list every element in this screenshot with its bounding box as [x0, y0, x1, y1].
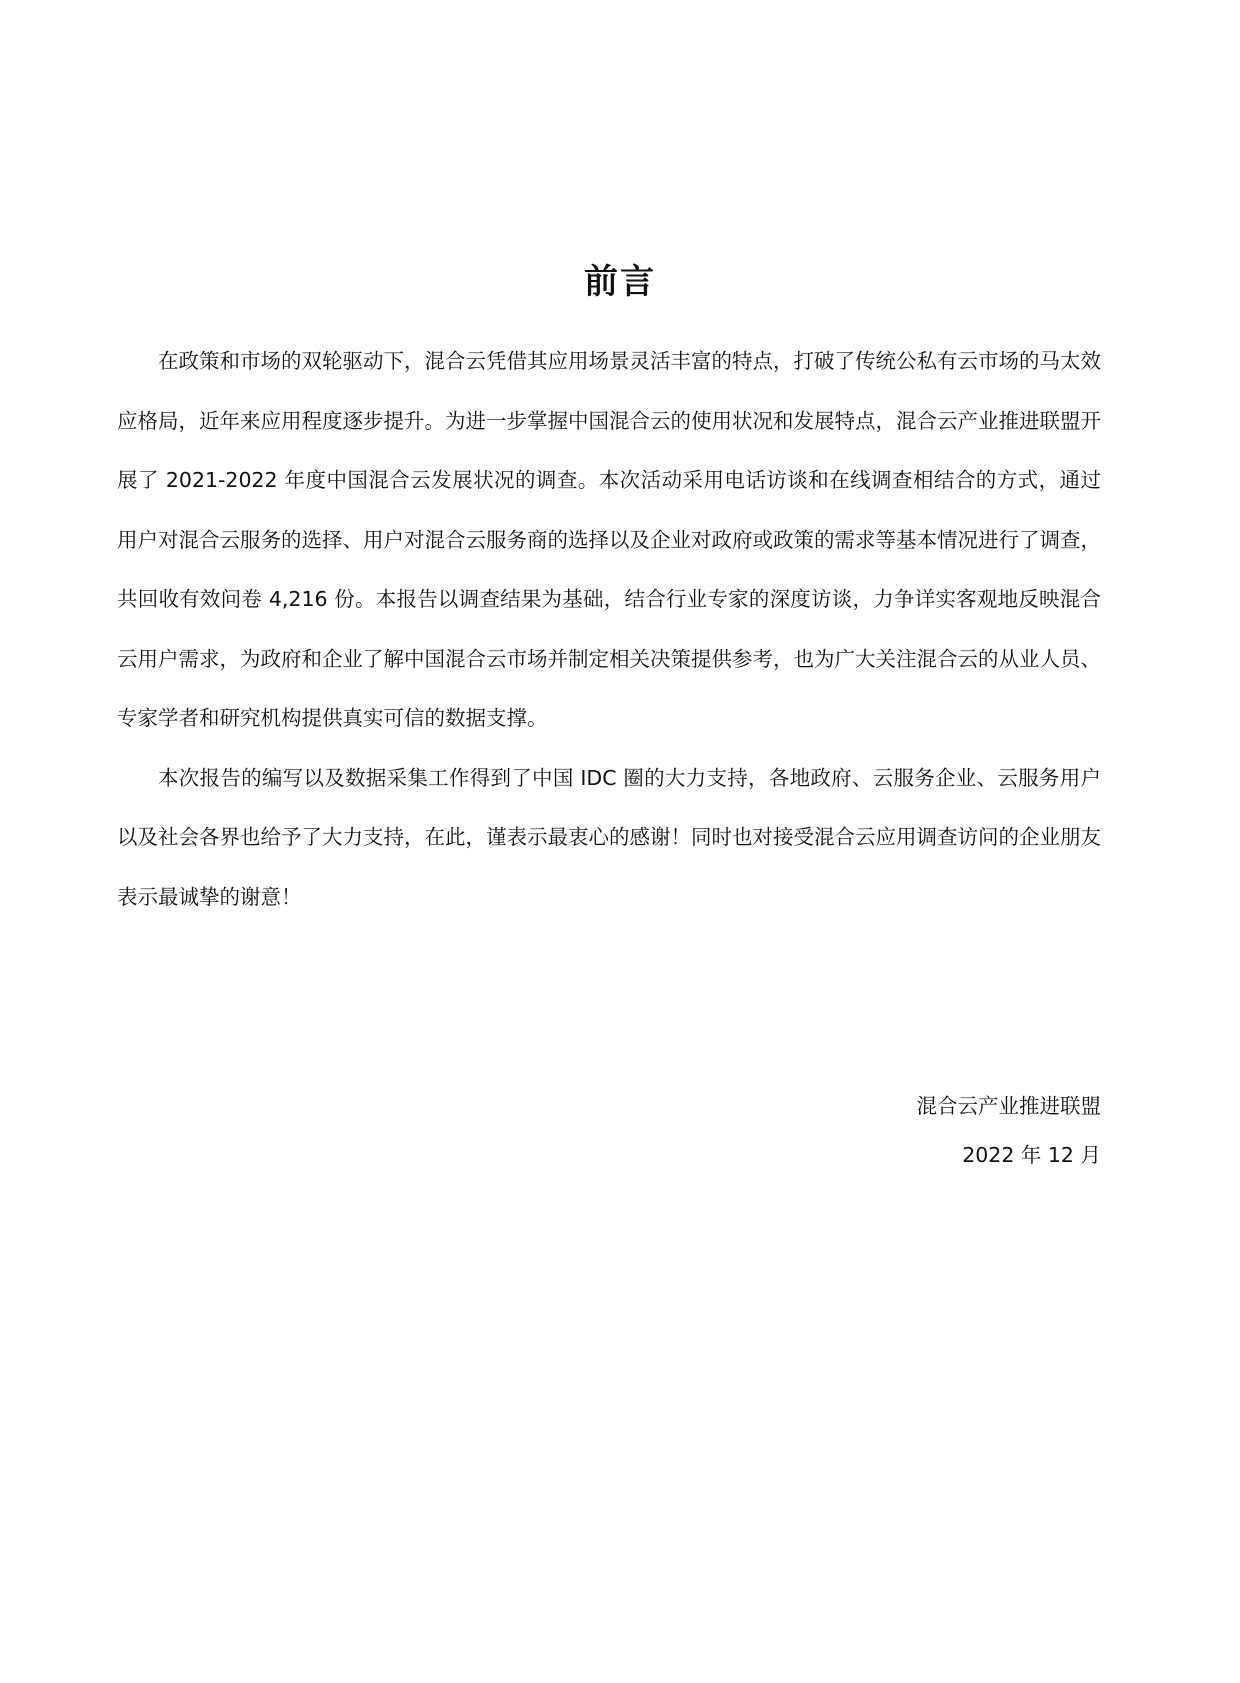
signature-block	[917, 1082, 1102, 1180]
page-title: 前言	[584, 262, 656, 302]
signature-date: 2022 年 12 月	[962, 1143, 1101, 1167]
preface-body	[117, 332, 1101, 927]
paragraph-2: 本次报告的编写以及数据采集工作得到了中国 IDC 圈的大力支持，各地政府、云服务企业、云服务用户以及社会各界也给予了大力支持，在此，谨表示最衷心的感谢！同时也对接受混合云应用调查访问的企业朋友表示最诚挚的谢意！	[117, 765, 1101, 909]
paragraph-1: 在政策和市场的双轮驱动下，混合云凭借其应用场景灵活丰富的特点，打破了传统公私有云市场的马太效应格局，近年来应用程度逐步提升。为进一步掌握中国混合云的使用状况和发展特点，混合云产业推进联盟开展了 2021-2022 年度中国混合云发展状况的调查。本次活动采用电话访谈和在线调查相结合的方式，通过用户对混合云服务的选择、用户对混合云服务商的选择以及企业对政府或政策的需求等基本情况进行了调查，共回收有效问卷 4,216 份。本报告以调查结果为基础，结合行业专家的深度访谈，力争详实客观地反映混合云用户需求，为政府和企业了解中国混合云市场并制定相关决策提供参考，也为广大关注混合云的从业人员、专家学者和研究机构提供真实可信的数据支撑。	[117, 349, 1101, 730]
signature-organization: 混合云产业推进联盟	[916, 1094, 1101, 1118]
